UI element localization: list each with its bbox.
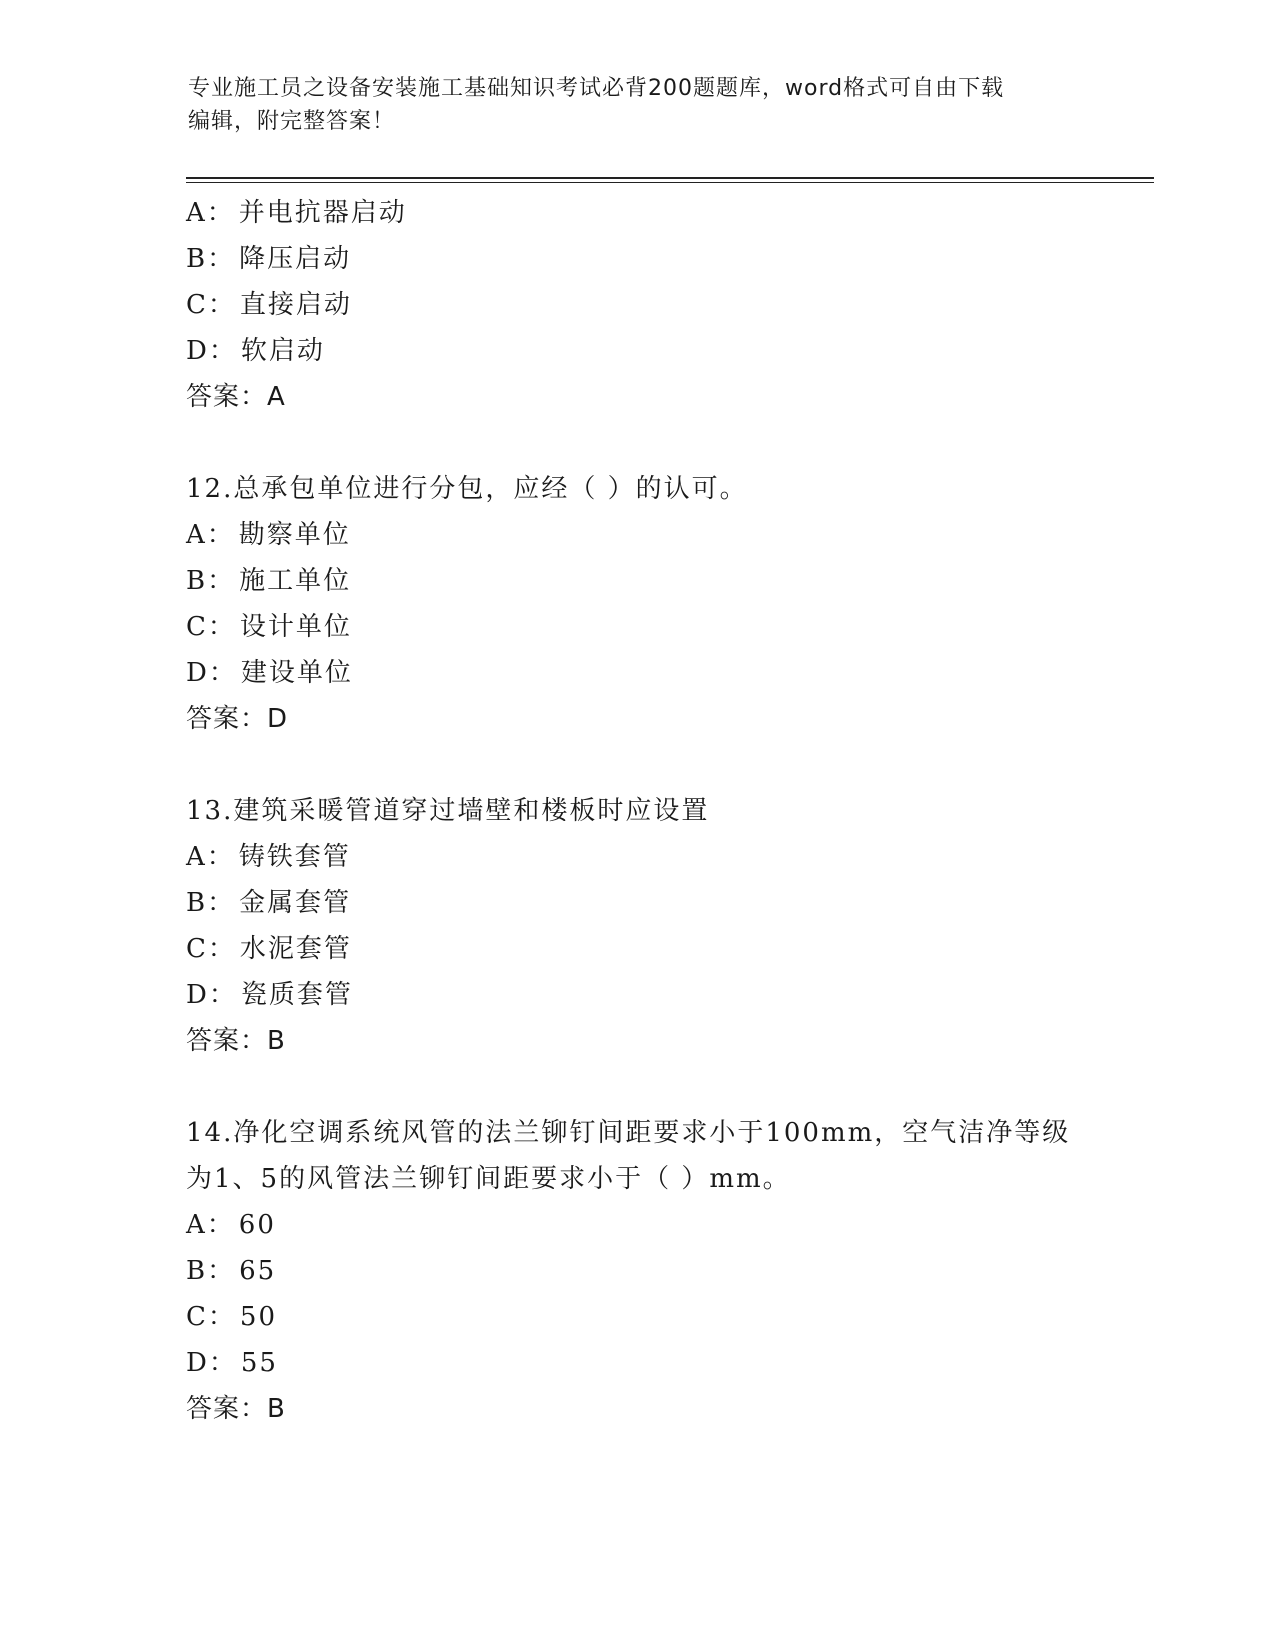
option-c: C： 直接启动 — [186, 290, 352, 320]
header-line-2: 编辑，附完整答案！ — [188, 109, 396, 134]
option-d: D： 建设单位 — [186, 658, 353, 688]
question-stem: 13.建筑采暖管道穿过墙壁和楼板时应设置 — [186, 796, 710, 826]
question-14 — [186, 1110, 1086, 1432]
option-b: B： 金属套管 — [186, 888, 352, 918]
answer-line: 答案：B — [186, 1394, 286, 1424]
answer-line: 答案：A — [186, 382, 286, 412]
option-d: D： 软启动 — [186, 336, 325, 366]
header-line-1: 专业施工员之设备安装施工基础知识考试必背200题题库，word格式可自由下载 — [188, 76, 1005, 101]
question-list — [186, 190, 1086, 1432]
option-c: C： 设计单位 — [186, 612, 352, 642]
option-d: D： 55 — [186, 1348, 278, 1378]
answer-line: 答案：D — [186, 704, 289, 734]
option-b: B： 65 — [186, 1256, 277, 1286]
option-c: C： 50 — [186, 1302, 277, 1332]
question-stem-line-1: 14.净化空调系统风管的法兰铆钉间距要求小于100mm，空气洁净等级 — [186, 1118, 1071, 1148]
question-13 — [186, 788, 1086, 1064]
option-a: A： 勘察单位 — [186, 520, 351, 550]
option-d: D： 瓷质套管 — [186, 980, 353, 1010]
header-rule-thin — [186, 182, 1154, 183]
option-a: A： 铸铁套管 — [186, 842, 351, 872]
option-c: C： 水泥套管 — [186, 934, 352, 964]
option-b: B： 降压启动 — [186, 244, 352, 274]
option-a: A： 并电抗器启动 — [186, 198, 407, 228]
option-a: A： 60 — [186, 1210, 276, 1240]
header-rule-thick — [186, 177, 1154, 179]
question-stem-line-2: 为1、5的风管法兰铆钉间距要求小于（ ）mm。 — [186, 1164, 791, 1194]
question-11-continued — [186, 190, 1086, 420]
document-header — [188, 72, 1068, 138]
option-b: B： 施工单位 — [186, 566, 352, 596]
question-stem: 12.总承包单位进行分包，应经（ ）的认可。 — [186, 474, 748, 504]
answer-line: 答案：B — [186, 1026, 286, 1056]
question-12 — [186, 466, 1086, 742]
